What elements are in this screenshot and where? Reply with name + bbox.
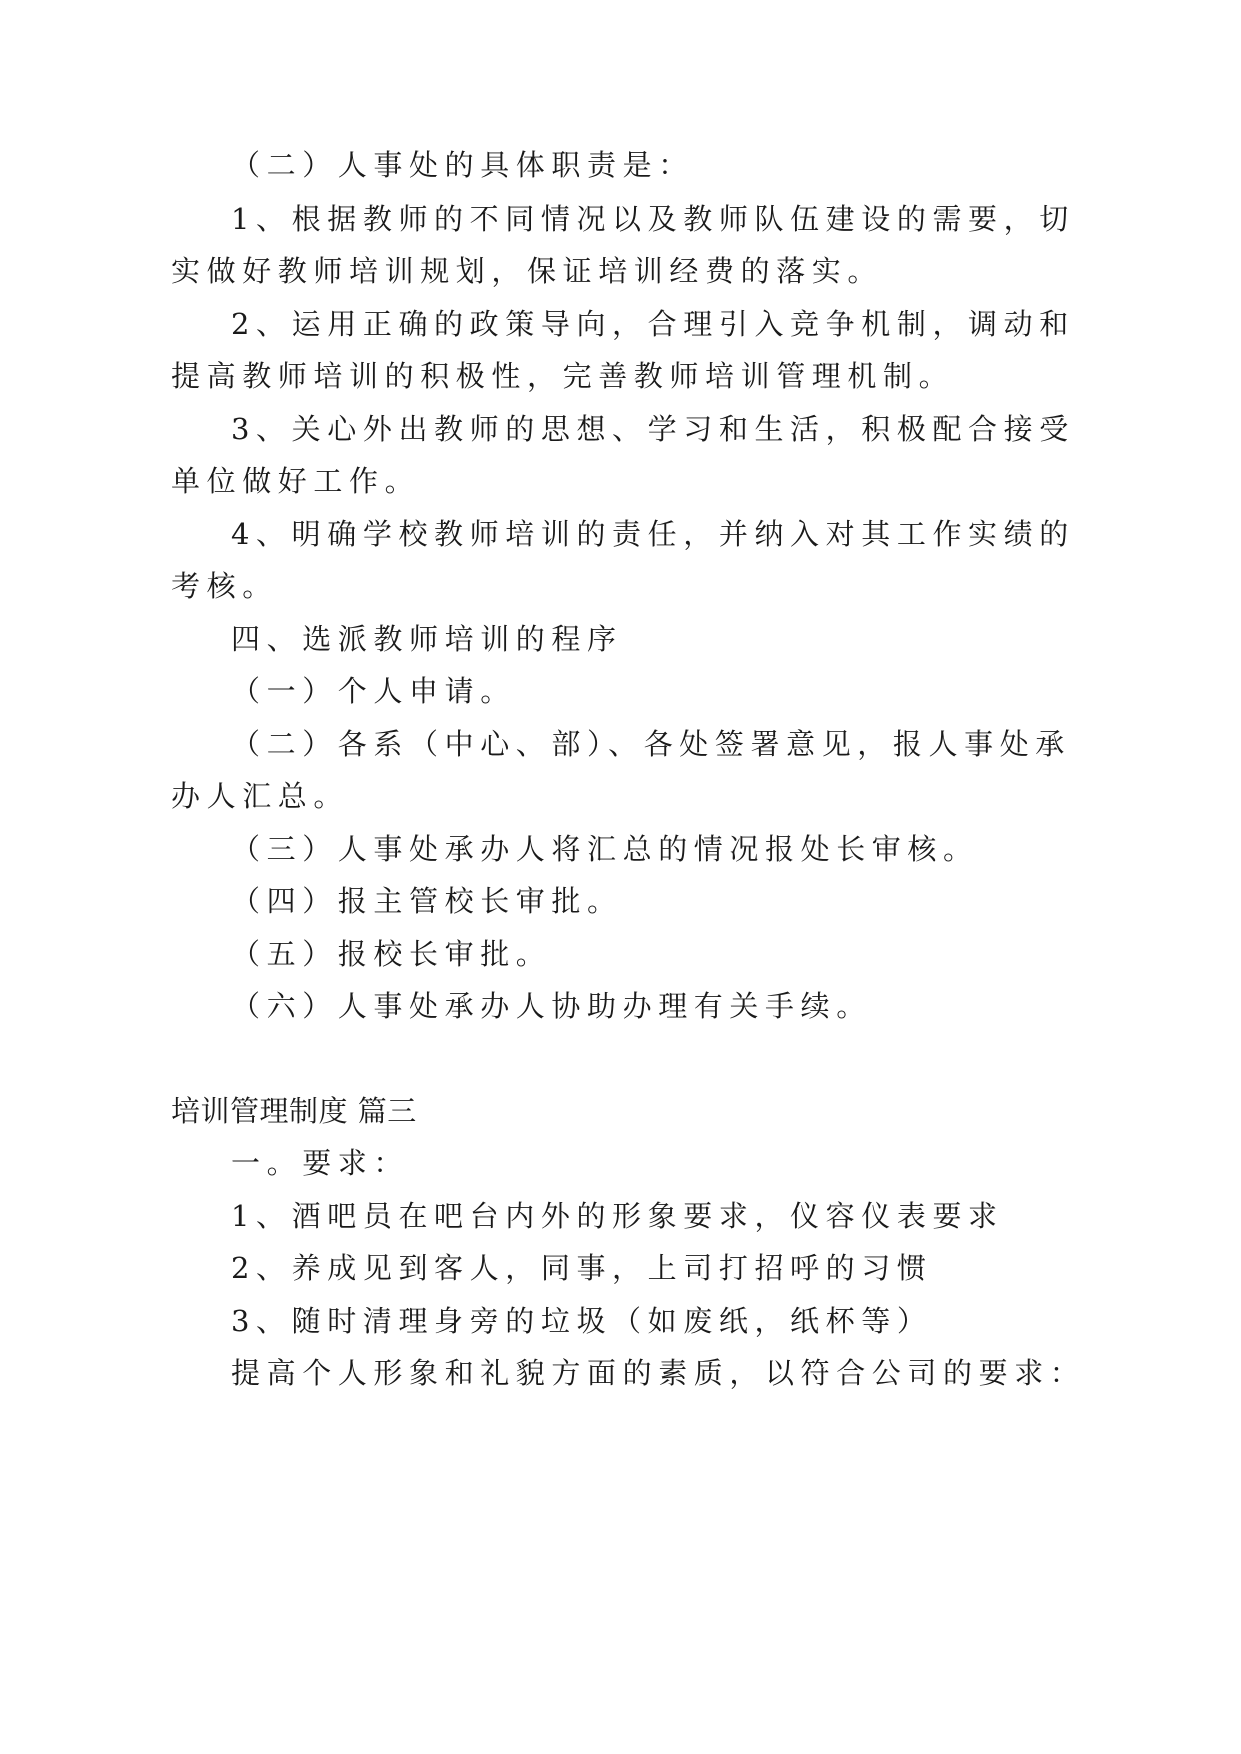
duty-4-line-1: 4、明确学校教师培训的责任，并纳入对其工作实绩的	[231, 517, 1075, 551]
duty-1-line-1: 1、根据教师的不同情况以及教师队伍建设的需要，切	[231, 202, 1075, 236]
requirement-1: 1、酒吧员在吧台内外的形象要求，仪容仪表要求	[231, 1199, 1004, 1233]
duty-3-line-1: 3、关心外出教师的思想、学习和生活，积极配合接受	[231, 412, 1075, 446]
requirement-2: 2、养成见到客人，同事，上司打招呼的习惯	[231, 1251, 933, 1285]
procedure-step-1: （一）个人申请。	[231, 674, 516, 708]
duty-1-line-2: 实做好教师培训规划，保证培训经费的落实。	[171, 254, 884, 288]
procedure-step-2-line-2: 办人汇总。	[171, 779, 350, 813]
procedure-step-2-line-1: （二）各系（中心、部）、各处签署意见，报人事处承	[231, 727, 1071, 761]
duty-4-line-2: 考核。	[171, 569, 278, 603]
procedure-step-4: （四）报主管校长审批。	[231, 884, 623, 918]
requirement-3: 3、随时清理身旁的垃圾（如废纸，纸杯等）	[231, 1304, 933, 1338]
requirements-title: 一。要求：	[231, 1146, 410, 1180]
section-heading: 培训管理制度 篇三	[171, 1094, 417, 1128]
duty-2-line-1: 2、运用正确的政策导向，合理引入竞争机制，调动和	[231, 307, 1075, 341]
duty-3-line-2: 单位做好工作。	[171, 464, 421, 498]
procedure-step-5: （五）报校长审批。	[231, 937, 552, 971]
summary-line: 提高个人形象和礼貌方面的素质，以符合公司的要求：	[231, 1356, 1086, 1390]
procedure-step-6: （六）人事处承办人协助办理有关手续。	[231, 989, 872, 1023]
procedure-step-3: （三）人事处承办人将汇总的情况报处长审核。	[231, 832, 979, 866]
part-4-title: 四、选派教师培训的程序	[231, 622, 623, 656]
duty-2-line-2: 提高教师培训的积极性，完善教师培训管理机制。	[171, 359, 955, 393]
subsection-title: （二）人事处的具体职责是：	[231, 148, 694, 182]
